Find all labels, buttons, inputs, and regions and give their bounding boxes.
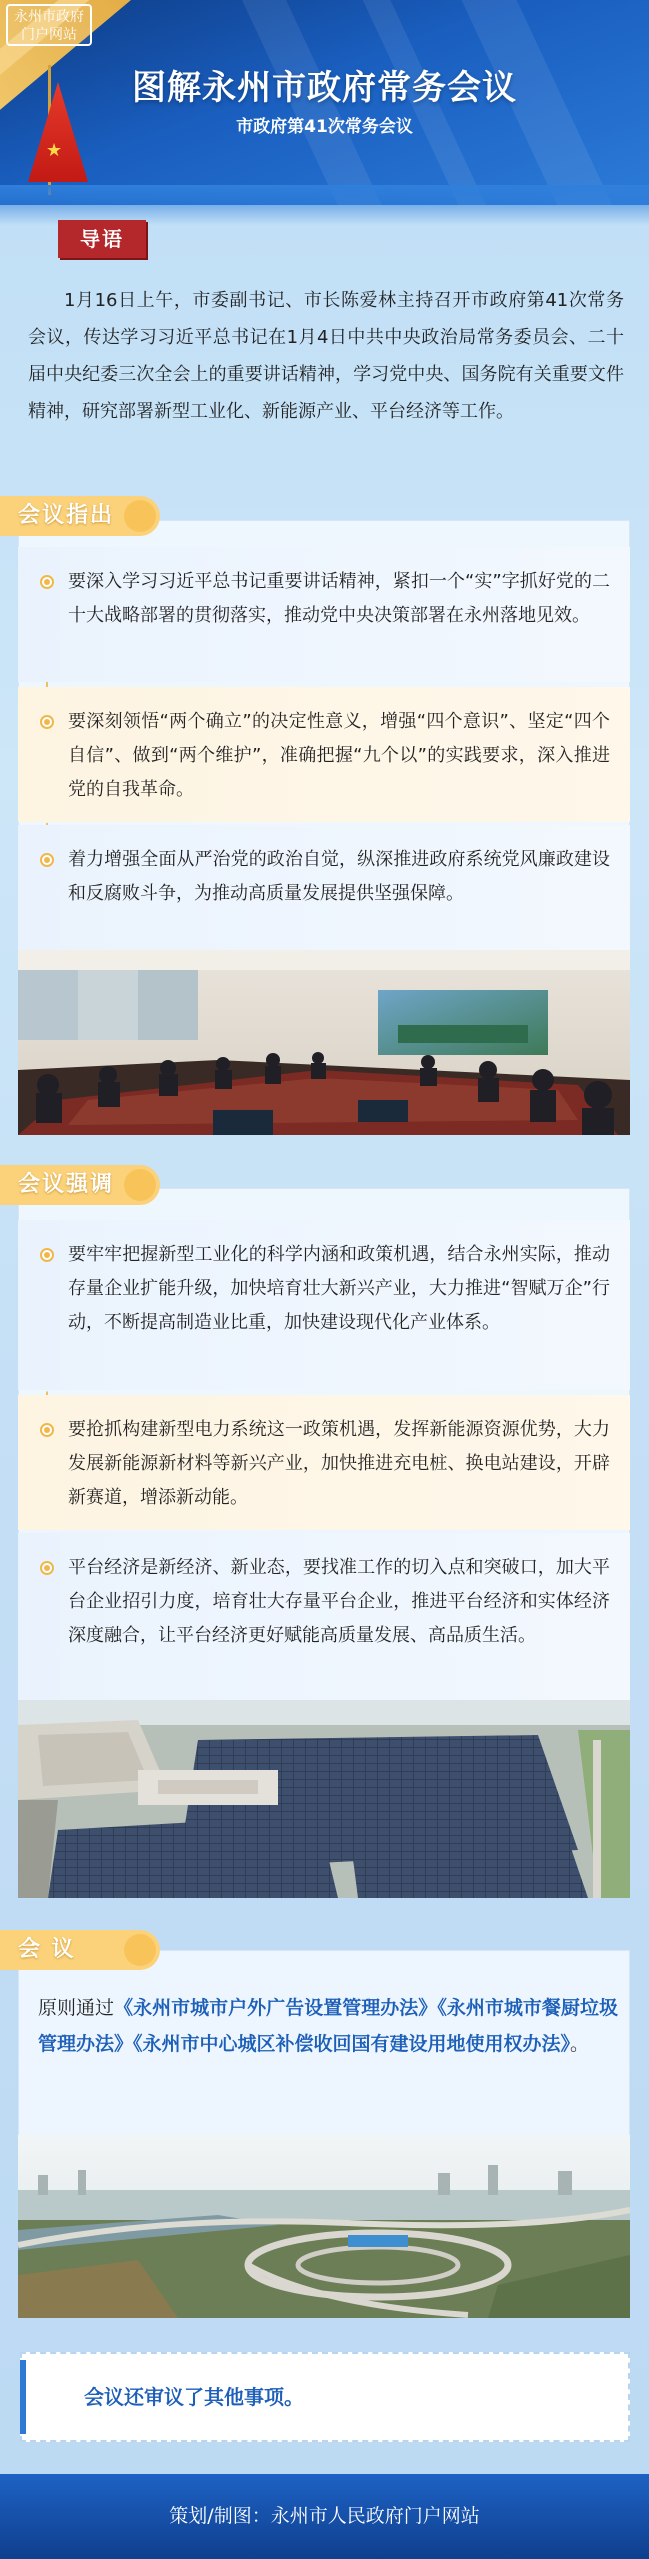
list-item bbox=[18, 687, 630, 822]
list-item-text: 平台经济是新经济、新业态，要找准工作的切入点和突破口，加大平台企业招引力度，培育壮大存量平台企业，推进平台经济和实体经济深度融合，让平台经济更好赋能高质量发展、高品质生活。 bbox=[68, 1557, 610, 1646]
section-label-meeting bbox=[0, 1930, 160, 1970]
bullet-icon bbox=[40, 1423, 54, 1437]
header-fade bbox=[0, 185, 649, 225]
list-item bbox=[18, 1220, 630, 1390]
interchange-photo bbox=[18, 2135, 630, 2318]
list-item-text: 要抢抓构建新型电力系统这一政策机遇，发挥新能源资源优势，大力发展新能源新材料等新兴产业，加快推进充电桩、换电站建设，开辟新赛道，增添新动能。 bbox=[68, 1419, 610, 1508]
approved-suffix: 。 bbox=[570, 2033, 590, 2055]
footer-credit: 策划/制图：永州市人民政府门户网站 bbox=[0, 2474, 649, 2559]
list-item bbox=[18, 1533, 630, 1703]
section-label-text: 会 议 bbox=[18, 1937, 76, 1962]
doc-link[interactable]: 《永州市城市餐厨垃圾管理办法》 bbox=[38, 1997, 618, 2055]
bullet-icon bbox=[40, 715, 54, 729]
page-title: 图解永州市政府常务会议 bbox=[132, 68, 517, 108]
bullet-icon bbox=[40, 1561, 54, 1575]
doc-link[interactable]: 《永州市中心城区补偿收回国有建设用地使用权办法》 bbox=[133, 2033, 571, 2055]
bullet-icon bbox=[40, 575, 54, 589]
list-item bbox=[18, 547, 630, 682]
solar-factory-photo bbox=[18, 1700, 630, 1898]
section-label-points bbox=[0, 496, 160, 536]
meeting-room-image bbox=[18, 950, 630, 1135]
page-subtitle: 市政府第41次常务会议 bbox=[236, 117, 413, 137]
other-matters-text: 会议还审议了其他事项。 bbox=[84, 2385, 304, 2409]
doc-link[interactable]: 《永州市城市户外广告设置管理办法》 bbox=[114, 1997, 438, 2019]
section-label-emphasis bbox=[0, 1165, 160, 1205]
star-icon: ★ bbox=[46, 140, 63, 161]
logo-line2: 门户网站 bbox=[21, 27, 77, 43]
site-logo[interactable] bbox=[6, 4, 92, 46]
list-item-text: 要深入学习习近平总书记重要讲话精神，紧扣一个“实”字抓好党的二十大战略部署的贯彻落实，推动党中央决策部署在永州落地见效。 bbox=[68, 571, 610, 626]
section-label-text: 会议指出 bbox=[18, 503, 115, 528]
logo-line1: 永州市政府 bbox=[14, 9, 84, 25]
approved-prefix: 原则通过 bbox=[38, 1997, 115, 2019]
list-item-text: 要牢牢把握新型工业化的科学内涵和政策机遇，结合永州实际，推动存量企业扩能升级，加快培育壮大新兴产业，大力推进“智赋万企”行动，不断提高制造业比重，加快建设现代化产业体系。 bbox=[68, 1244, 610, 1333]
bullet-icon bbox=[40, 1248, 54, 1262]
list-item bbox=[18, 1395, 630, 1530]
intro-paragraph: 1月16日上午，市委副书记、市长陈爱林主持召开市政府第41次常务会议，传达学习习近平总书记在1月4日中共中央政治局常务委员会、二十届中央纪委三次全会上的重要讲话精神，学习党中央、国务院有关重要文件精神，研究部署新型工业化、新能源产业、平台经济等工作。 bbox=[28, 290, 624, 422]
meeting-photo bbox=[18, 950, 630, 1135]
section-label-text: 会议强调 bbox=[18, 1172, 115, 1197]
list-item-text: 要深刻领悟“两个确立”的决定性意义，增强“四个意识”、坚定“四个自信”、做到“两个维护”，准确把握“九个以”的实践要求，深入推进党的自我革命。 bbox=[68, 711, 610, 800]
approved-docs-paragraph bbox=[38, 1990, 618, 2062]
list-item-text: 着力增强全面从严治党的政治自觉，纵深推进政府系统党风廉政建设和反腐败斗争，为推动高质量发展提供坚强保障。 bbox=[68, 849, 610, 904]
accent-bar bbox=[20, 2360, 26, 2434]
solar-roof-image bbox=[18, 1700, 630, 1898]
list-item bbox=[18, 825, 630, 960]
bullet-icon bbox=[40, 853, 54, 867]
intro-tag: 导语 bbox=[58, 220, 146, 258]
header-banner bbox=[0, 0, 649, 205]
highway-interchange-image bbox=[18, 2135, 630, 2318]
other-matters-box bbox=[20, 2352, 630, 2442]
